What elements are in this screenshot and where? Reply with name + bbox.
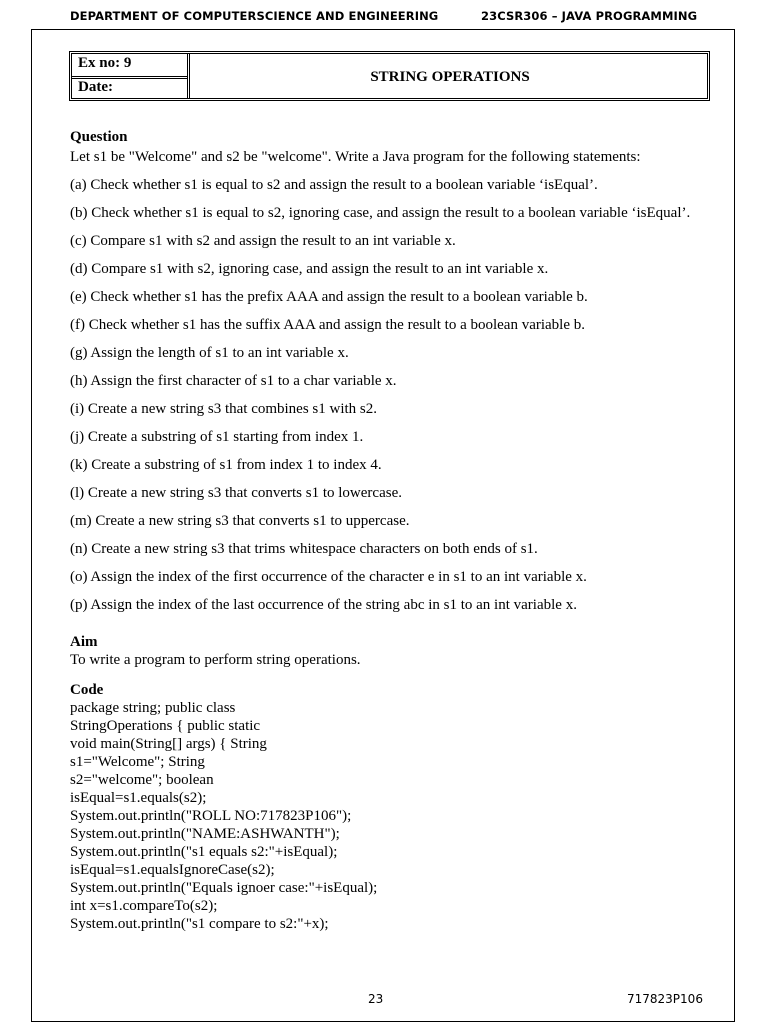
question-item: (m) Create a new string s3 that converts s1 to uppercase.	[70, 513, 410, 529]
question-intro: Let s1 be "Welcome" and s2 be "welcome". Write a Java program for the following statements:	[70, 149, 641, 165]
code-line: System.out.println("s1 compare to s2:"+x);	[70, 916, 329, 932]
code-line: System.out.println("s1 equals s2:"+isEqual);	[70, 844, 338, 860]
question-item: (k) Create a substring of s1 from index 1 to index 4.	[70, 457, 382, 473]
exercise-table	[69, 51, 710, 101]
aim-text: To write a program to perform string operations.	[70, 652, 361, 668]
question-item: (f) Check whether s1 has the suffix AAA and assign the result to a boolean variable b.	[70, 317, 586, 333]
code-line: package string; public class	[70, 700, 236, 716]
exercise-date: Date:	[78, 79, 113, 95]
question-item: (g) Assign the length of s1 to an int variable x.	[70, 345, 349, 361]
question-item: (i) Create a new string s3 that combines s1 with s2.	[70, 401, 378, 417]
exercise-title: STRING OPERATIONS	[370, 69, 530, 85]
code-line: System.out.println("ROLL NO:717823P106");	[70, 808, 352, 824]
question-item: (j) Create a substring of s1 starting from index 1.	[70, 429, 364, 445]
question-item: (e) Check whether s1 has the prefix AAA and assign the result to a boolean variable b.	[70, 289, 588, 305]
code-line: StringOperations { public static	[70, 718, 261, 734]
code-line: int x=s1.compareTo(s2);	[70, 898, 218, 914]
code-line: s1="Welcome"; String	[70, 754, 205, 770]
question-item: (h) Assign the first character of s1 to a char variable x.	[70, 373, 397, 389]
code-line: isEqual=s1.equalsIgnoreCase(s2);	[70, 862, 275, 878]
department-header: DEPARTMENT OF COMPUTERSCIENCE AND ENGINEERING	[70, 9, 439, 23]
question-item: (b) Check whether s1 is equal to s2, ignoring case, and assign the result to a boolean variable ‘isEqual’.	[70, 205, 691, 221]
question-item: (a) Check whether s1 is equal to s2 and assign the result to a boolean variable ‘isEqual’.	[70, 177, 598, 193]
question-item: (p) Assign the index of the last occurrence of the string abc in s1 to an int variable x.	[70, 597, 577, 613]
question-item: (o) Assign the index of the first occurrence of the character e in s1 to an int variable x.	[70, 569, 587, 585]
code-line: System.out.println("NAME:ASHWANTH");	[70, 826, 340, 842]
exercise-meta-cell	[72, 54, 190, 98]
code-line: s2="welcome"; boolean	[70, 772, 214, 788]
code-heading: Code	[70, 682, 104, 698]
exercise-number: Ex no: 9	[78, 55, 132, 71]
question-heading: Question	[70, 129, 128, 145]
roll-number: 717823P106	[627, 992, 703, 1006]
question-item: (d) Compare s1 with s2, ignoring case, and assign the result to an int variable x.	[70, 261, 549, 277]
code-block	[70, 699, 710, 933]
page-number: 23	[368, 992, 384, 1006]
question-item: (c) Compare s1 with s2 and assign the result to an int variable x.	[70, 233, 456, 249]
course-header: 23CSR306 – JAVA PROGRAMMING	[481, 9, 698, 23]
code-line: System.out.println("Equals ignoer case:"+isEqual);	[70, 880, 378, 896]
aim-heading: Aim	[70, 634, 98, 650]
question-list	[70, 176, 710, 614]
question-item: (l) Create a new string s3 that converts s1 to lowercase.	[70, 485, 402, 501]
code-line: isEqual=s1.equals(s2);	[70, 790, 207, 806]
code-line: void main(String[] args) { String	[70, 736, 267, 752]
document-body	[70, 128, 710, 933]
question-item: (n) Create a new string s3 that trims whitespace characters on both ends of s1.	[70, 541, 538, 557]
